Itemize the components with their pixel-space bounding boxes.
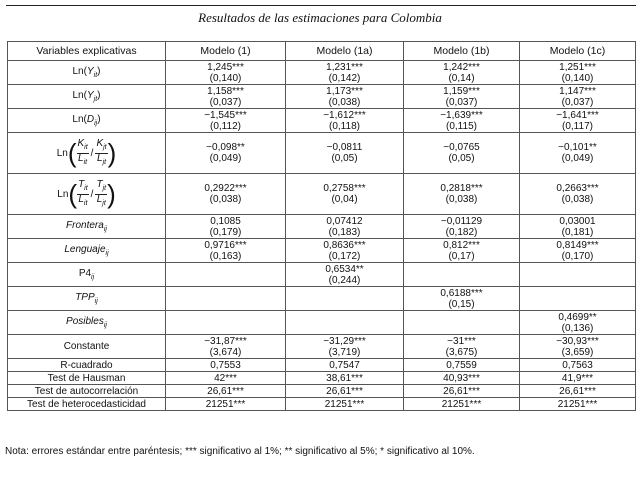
header-modelo-1: Modelo (1) (166, 42, 286, 61)
header-modelo-1b: Modelo (1b) (404, 42, 520, 61)
table-row (8, 61, 636, 85)
table-cell: −0,098** (0,049) (166, 133, 286, 174)
table-cell: −0,01129 (0,182) (404, 215, 520, 239)
table-row (8, 174, 636, 215)
table-cell: 0,6188*** (0,15) (404, 287, 520, 311)
table-cell: 0,03001 (0,181) (520, 215, 636, 239)
table-cell (286, 287, 404, 311)
table-cell: 1,147*** (0,037) (520, 85, 636, 109)
page-title: Resultados de las estimaciones para Colombia (198, 10, 442, 25)
table-cell: −0,101** (0,049) (520, 133, 636, 174)
table-cell: 1,231*** (0,142) (286, 61, 404, 85)
table-cell: 0,07412 (0,183) (286, 215, 404, 239)
table-cell: 0,2818*** (0,038) (404, 174, 520, 215)
table-cell: 0,2663*** (0,038) (520, 174, 636, 215)
header-modelo-1a: Modelo (1a) (286, 42, 404, 61)
table-cell (286, 311, 404, 335)
stats-row (8, 398, 636, 411)
table-row (8, 239, 636, 263)
table-cell (166, 311, 286, 335)
table-cell (166, 263, 286, 287)
table-cell: −30,93*** (3,659) (520, 335, 636, 359)
table-cell: −1,641*** (0,117) (520, 109, 636, 133)
table-cell: 1,173*** (0,038) (286, 85, 404, 109)
results-table (7, 41, 636, 411)
table-cell (404, 311, 520, 335)
table-row (8, 215, 636, 239)
variable-label: $P4_{ij}$ (8, 263, 166, 287)
variable-label: Constante (8, 335, 166, 359)
table-cell: 1,242*** (0,14) (404, 61, 520, 85)
variable-label-land-ratio (8, 174, 166, 215)
table-cell (166, 287, 286, 311)
header-row (8, 42, 636, 61)
table-cell: 0,9716*** (0,163) (166, 239, 286, 263)
variable-label: Frontera$_{ij}$ (8, 215, 166, 239)
table-cell: −1,545*** (0,112) (166, 109, 286, 133)
land-ratio-formula: Ln ( $T_{it}$ $L_{it}$ / $T_{jt}$ $L_{jt}$ ) (57, 178, 116, 209)
table-row (8, 311, 636, 335)
stat-label: Test de Hausman (8, 372, 166, 385)
variable-label: Lenguaje$_{ij}$ (8, 239, 166, 263)
variable-label: Posibles$_{ij}$ (8, 311, 166, 335)
stat-cell: 21251*** (404, 398, 520, 411)
table-cell: 0,1085 (0,179) (166, 215, 286, 239)
stat-label: R-cuadrado (8, 359, 166, 372)
stat-cell: 26,61*** (404, 385, 520, 398)
table-row (8, 133, 636, 174)
header-modelo-1c: Modelo (1c) (520, 42, 636, 61)
stat-cell: 0,7563 (520, 359, 636, 372)
stat-cell: 38,61*** (286, 372, 404, 385)
stat-label: Test de heterocedasticidad (8, 398, 166, 411)
stat-cell: 0,7553 (166, 359, 286, 372)
table-cell: −31,87*** (3,674) (166, 335, 286, 359)
stat-cell: 21251*** (166, 398, 286, 411)
stat-cell: 0,7559 (404, 359, 520, 372)
variable-label: $TPP_{ij}$ (8, 287, 166, 311)
table-cell: 0,2922*** (0,038) (166, 174, 286, 215)
table-row (8, 85, 636, 109)
table-cell (520, 263, 636, 287)
table-row (8, 109, 636, 133)
variable-label-capital-ratio (8, 133, 166, 174)
table-cell: −31*** (3,675) (404, 335, 520, 359)
table-cell: 1,245*** (0,140) (166, 61, 286, 85)
table-row (8, 263, 636, 287)
footnote: Nota: errores estándar entre paréntesis; *** significativo al 1%; ** significativo al 5%; * significativo al 10%. (5, 446, 475, 457)
variable-label: $Ln(D_{ij})$ (8, 109, 166, 133)
stats-row (8, 372, 636, 385)
stat-cell: 40,93*** (404, 372, 520, 385)
stats-row (8, 359, 636, 372)
stats-row (8, 385, 636, 398)
stat-cell: 21251*** (520, 398, 636, 411)
table-cell: 1,251*** (0,140) (520, 61, 636, 85)
table-cell: −31,29*** (3,719) (286, 335, 404, 359)
stat-cell: 26,61*** (166, 385, 286, 398)
table-cell: 0,8636*** (0,172) (286, 239, 404, 263)
table-cell: −0,0811 (0,05) (286, 133, 404, 174)
stat-label: Test de autocorrelación (8, 385, 166, 398)
stat-cell: 42*** (166, 372, 286, 385)
table-cell: 0,2758*** (0,04) (286, 174, 404, 215)
table-row (8, 335, 636, 359)
table-cell: 0,812*** (0,17) (404, 239, 520, 263)
capital-ratio-formula: Ln ( $K_{it}$ $L_{it}$ / $K_{jt}$ $L_{jt}$ ) (56, 137, 117, 168)
stat-cell: 26,61*** (286, 385, 404, 398)
table-cell (520, 287, 636, 311)
stat-cell: 26,61*** (520, 385, 636, 398)
table-cell: 0,4699** (0,136) (520, 311, 636, 335)
stat-cell: 21251*** (286, 398, 404, 411)
table-cell: −0,0765 (0,05) (404, 133, 520, 174)
table-cell: 0,8149*** (0,170) (520, 239, 636, 263)
table-row (8, 287, 636, 311)
table-cell (404, 263, 520, 287)
table-cell: 1,158*** (0,037) (166, 85, 286, 109)
table-cell: −1,612*** (0,118) (286, 109, 404, 133)
variable-label: $Ln(Y_{it})$ (8, 61, 166, 85)
header-variables: Variables explicativas (8, 42, 166, 61)
top-rule (6, 5, 636, 6)
table-cell: −1,639*** (0,115) (404, 109, 520, 133)
stat-cell: 0,7547 (286, 359, 404, 372)
table-cell: 1,159*** (0,037) (404, 85, 520, 109)
table-cell: 0,6534** (0,244) (286, 263, 404, 287)
stat-cell: 41,9*** (520, 372, 636, 385)
variable-label: $Ln(Y_{jt})$ (8, 85, 166, 109)
